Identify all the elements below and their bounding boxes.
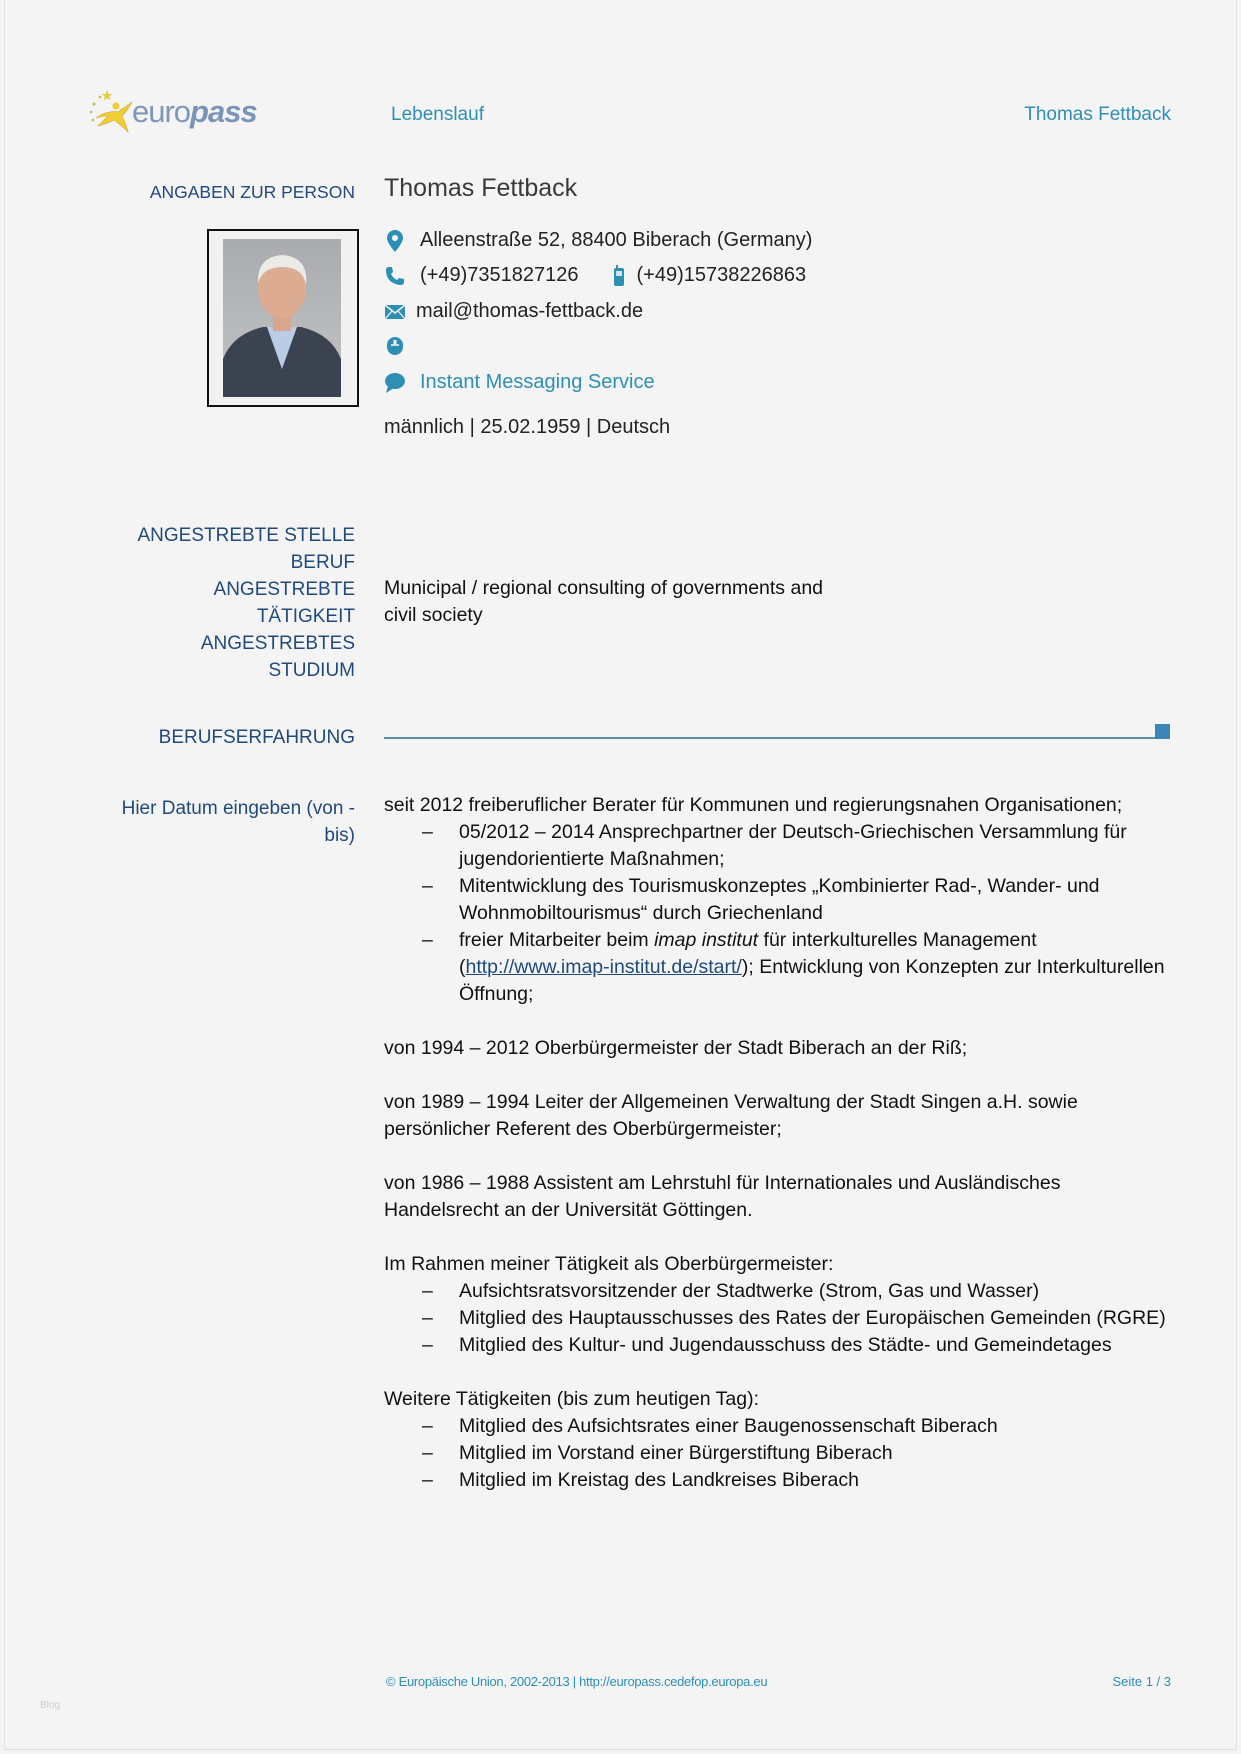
section-divider (384, 737, 1158, 739)
address-row (384, 229, 812, 252)
target-position-text (384, 575, 1174, 629)
list-item: – Aufsichtsratsvorsitzender der Stadtwerke (Strom, Gas und Wasser) (384, 1278, 1174, 1305)
target-position-line-2: civil society (384, 604, 483, 626)
imap-institut-name: imap institut (654, 929, 759, 951)
experience-block-further (384, 1386, 1174, 1494)
personal-info-label: ANGABEN ZUR PERSON (149, 182, 355, 202)
website-row (384, 335, 420, 357)
experience-block-assistant: von 1986 – 1988 Assistent am Lehrstuhl für Internationales und Ausländisches Handelsrecht an der Universität Göttingen. (384, 1172, 1061, 1221)
date-placeholder-line-1: Hier Datum eingeben (von - (121, 798, 355, 819)
experience-block-freelance (384, 792, 1174, 1008)
list-item (384, 927, 1174, 1008)
mayor-roles-list (384, 1278, 1174, 1359)
speech-bubble-icon (384, 372, 406, 394)
list-item: – Mitglied im Vorstand einer Bürgerstiftung Biberach (384, 1440, 1174, 1467)
experience-body (384, 792, 1174, 1521)
label-studium: STUDIUM (268, 660, 355, 681)
mayor-roles-intro: Im Rahmen meiner Tätigkeit als Oberbürgermeister: (384, 1253, 834, 1275)
list-item: – Mitglied des Hauptausschusses des Rates der Europäischen Gemeinden (RGRE) (384, 1305, 1174, 1332)
profile-photo (207, 229, 359, 407)
im-service-label[interactable]: Instant Messaging Service (420, 371, 655, 393)
europass-star-figure-icon (88, 88, 136, 136)
experience-block-mayor: von 1994 – 2012 Oberbürgermeister der Stadt Biberach an der Riß; (384, 1037, 968, 1059)
location-pin-icon (384, 230, 406, 252)
date-placeholder[interactable] (122, 795, 355, 849)
mobile-phone-icon (608, 265, 630, 287)
mobile-number[interactable]: (+49)15738226863 (636, 264, 807, 286)
label-angestrebte-stelle: ANGESTREBTE STELLE (137, 525, 355, 546)
item-text: für interkulturelles Management ( (459, 929, 1037, 978)
target-position-line-1: Municipal / regional consulting of governments and (384, 577, 824, 599)
section-marker (1155, 724, 1170, 739)
envelope-icon (384, 301, 406, 323)
label-angestrebte: ANGESTREBTE (213, 579, 355, 600)
date-placeholder-line-2: bis) (324, 825, 355, 846)
list-item: – Mitglied des Kultur- und Jugendausschuss des Städte- und Gemeindetages (384, 1332, 1174, 1359)
label-taetigkeit: TÄTIGKEIT (256, 606, 355, 627)
list-item: – Mitglied des Aufsichtsrates einer Baugenossenschaft Biberach (384, 1413, 1174, 1440)
header-person-name: Thomas Fettback (1024, 104, 1171, 125)
target-position-labels (137, 522, 355, 684)
mouse-icon (384, 335, 406, 357)
item-text: ); Entwicklung von Konzepten zur Interkulturellen Öffnung; (459, 956, 1165, 1005)
person-name: Thomas Fettback (384, 174, 578, 202)
list-item: – Mitentwicklung des Tourismuskonzeptes „Kombinierter Rad-, Wander- und Wohnmobiltourismus“ durch Griechenland (384, 873, 1174, 927)
imap-institut-link[interactable]: http://www.imap-institut.de/start/ (465, 956, 742, 978)
im-row (384, 371, 655, 394)
address-text: Alleenstraße 52, 88400 Biberach (Germany) (420, 229, 813, 251)
experience-block-mayor-roles (384, 1251, 1174, 1359)
europass-wordmark: europass (132, 94, 257, 129)
page-number: Seite 1 / 3 (1112, 1674, 1171, 1689)
email-address[interactable]: mail@thomas-fettback.de (416, 300, 644, 322)
list-item: – Mitglied im Kreistag des Landkreises Biberach (384, 1467, 1174, 1494)
document-type: Lebenslauf (391, 104, 484, 125)
experience-list (384, 819, 1174, 1008)
experience-intro: seit 2012 freiberuflicher Berater für Kommunen und regierungsnahen Organisationen; (384, 794, 1123, 816)
item-text: freier Mitarbeiter beim (459, 929, 655, 951)
europass-logo (88, 88, 258, 136)
further-activities-list (384, 1413, 1174, 1494)
footer-copyright: © Europäische Union, 2002-2013 | http://europass.cedefop.europa.eu (386, 1674, 768, 1689)
phone-icon (384, 265, 406, 287)
further-activities-intro: Weitere Tätigkeiten (bis zum heutigen Tag): (384, 1388, 760, 1410)
email-row (384, 300, 643, 323)
watermark: Blog (40, 1700, 61, 1711)
label-angestrebtes: ANGESTREBTES (200, 633, 355, 654)
personal-details: männlich | 25.02.1959 | Deutsch (384, 416, 671, 438)
label-beruf: BERUF (290, 552, 355, 573)
list-item: – 05/2012 – 2014 Ansprechpartner der Deutsch-Griechischen Versammlung für jugendorientierte Maßnahmen; (384, 819, 1174, 873)
phone-number[interactable]: (+49)7351827126 (420, 264, 579, 286)
experience-block-singen: von 1989 – 1994 Leiter der Allgemeinen Verwaltung der Stadt Singen a.H. sowie persönlicher Referent des Oberbürgermeister; (384, 1091, 1078, 1140)
work-experience-label: BERUFSERFAHRUNG (158, 727, 355, 748)
phone-row (384, 264, 806, 287)
